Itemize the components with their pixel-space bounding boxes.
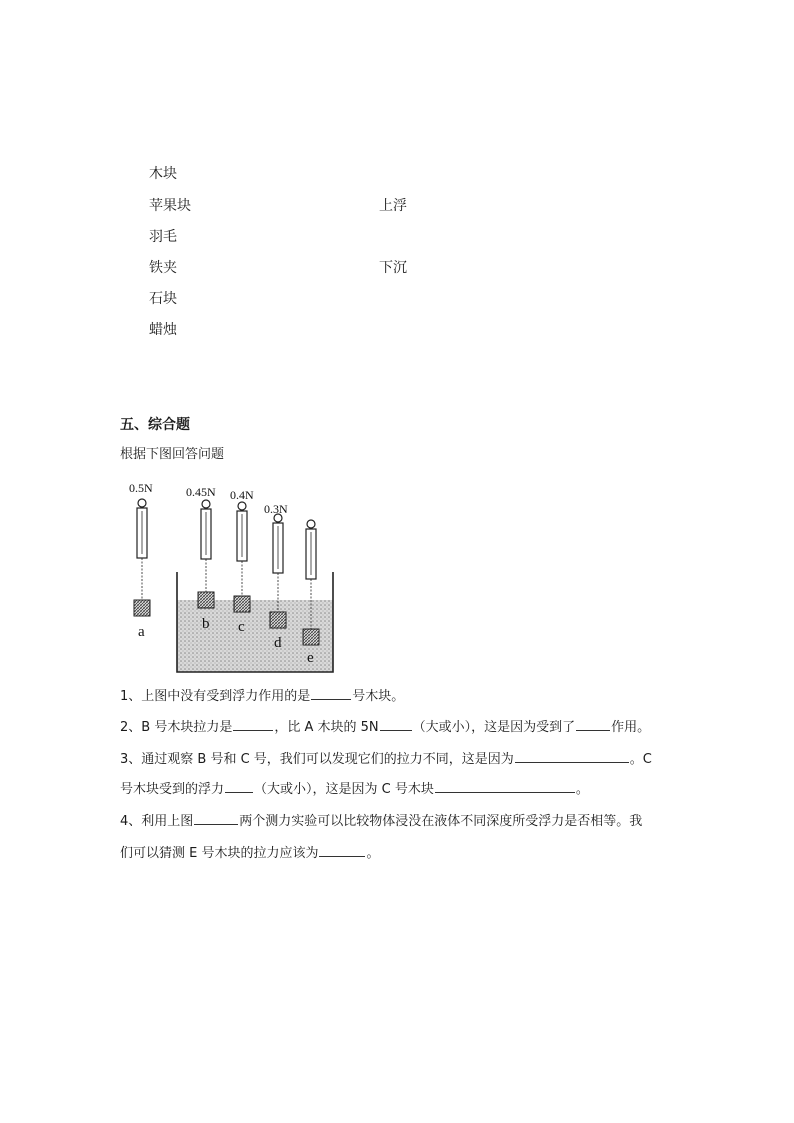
question-4-line-1: 4、利用上图 两个测力实验可以比较物体浸没在液体不同深度所受浮力是否相等。我 bbox=[120, 810, 642, 832]
reading-b: 0.45N bbox=[186, 485, 216, 499]
answer-blank[interactable] bbox=[194, 810, 238, 825]
reading-a: 0.5N bbox=[129, 481, 153, 495]
section-title: 五、综合题 bbox=[120, 417, 190, 433]
block-label-e: e bbox=[307, 650, 314, 666]
spring-scale-figure bbox=[120, 476, 345, 676]
list-item-iron-clip: 铁夹 bbox=[149, 260, 177, 276]
spring-scale-c bbox=[234, 502, 250, 612]
answer-blank[interactable] bbox=[435, 778, 575, 793]
label-sink: 下沉 bbox=[379, 260, 407, 276]
spring-scale-a bbox=[134, 499, 150, 616]
block-label-d: d bbox=[274, 635, 282, 651]
list-item-feather: 羽毛 bbox=[149, 229, 177, 245]
list-item-candle: 蜡烛 bbox=[149, 322, 177, 338]
question-3-line-1: 3、通过观察 B 号和 C 号，我们可以发现它们的拉力不同，这是因为 。C bbox=[120, 748, 652, 770]
block-label-c: c bbox=[238, 619, 245, 635]
answer-blank[interactable] bbox=[233, 716, 273, 731]
list-item-apple: 苹果块 bbox=[149, 198, 191, 214]
block-label-a: a bbox=[138, 624, 145, 640]
question-2: 2、B 号木块拉力是 ，比 A 木块的 5N （大或小），这是因为受到了 作用。 bbox=[120, 716, 650, 738]
answer-blank[interactable] bbox=[311, 685, 351, 700]
label-float: 上浮 bbox=[379, 198, 407, 214]
question-1: 1、上图中没有受到浮力作用的是 号木块。 bbox=[120, 685, 404, 707]
section-intro: 根据下图回答问题 bbox=[120, 447, 225, 462]
spring-scale-b bbox=[198, 500, 214, 608]
answer-blank[interactable] bbox=[576, 716, 610, 731]
list-item-wood: 木块 bbox=[149, 166, 177, 182]
reading-d: 0.3N bbox=[264, 502, 288, 516]
answer-blank[interactable] bbox=[515, 748, 629, 763]
reading-c: 0.4N bbox=[230, 488, 254, 502]
answer-blank[interactable] bbox=[319, 842, 365, 857]
list-item-stone: 石块 bbox=[149, 291, 177, 307]
answer-blank[interactable] bbox=[380, 716, 412, 731]
question-4-line-2: 们可以猜测 E 号木块的拉力应该为 。 bbox=[120, 842, 380, 864]
question-3-line-2: 号木块受到的浮力 （大或小），这是因为 C 号木块 。 bbox=[120, 778, 589, 800]
answer-blank[interactable] bbox=[225, 778, 253, 793]
block-label-b: b bbox=[202, 616, 210, 632]
